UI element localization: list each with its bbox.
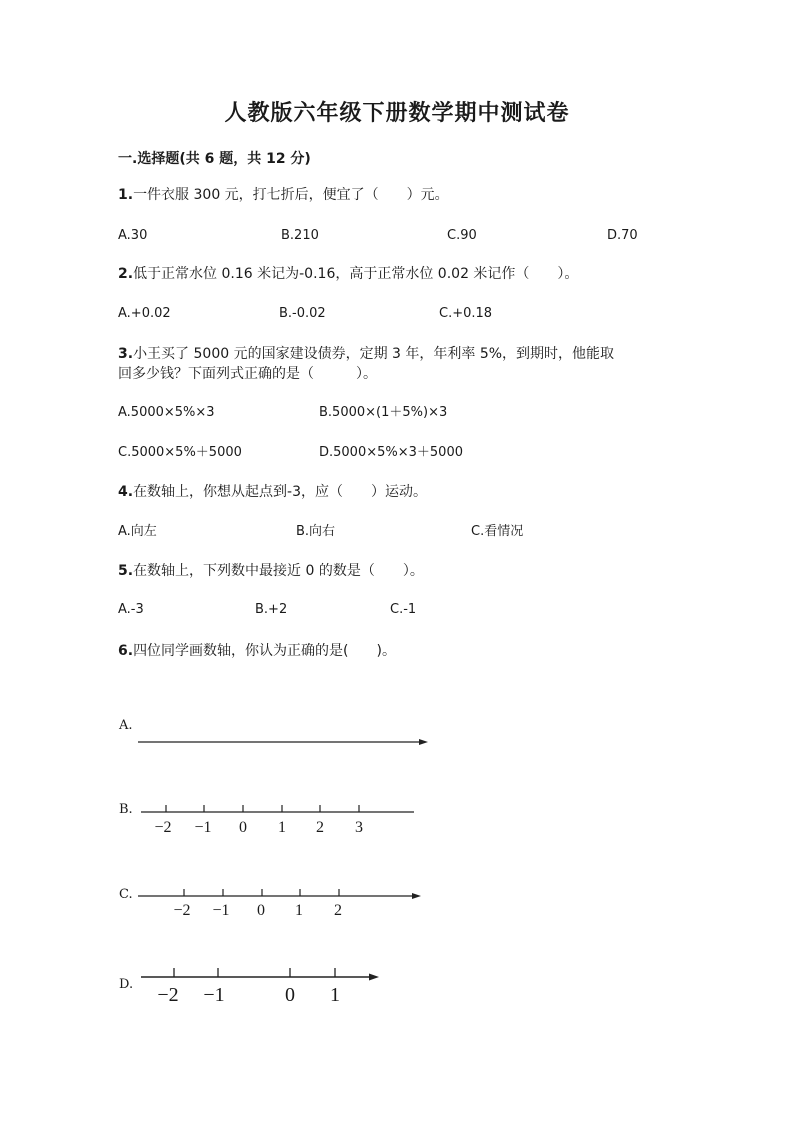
tick-label: 3	[355, 819, 363, 836]
tick-label: 1	[278, 819, 286, 836]
question-number: 3.	[118, 346, 134, 362]
tick-label: 0	[285, 984, 295, 1006]
question-text: 小王买了 5000 元的国家建设债券，定期 3 年，年利率 5%，到期时，他能取	[133, 346, 615, 362]
option-6d-label[interactable]: D.	[119, 977, 134, 992]
question-number: 5.	[118, 563, 134, 579]
tick-label: −2	[173, 902, 191, 919]
question-number: 6.	[118, 643, 134, 659]
section-heading: 一.选择题(共 6 题，共 12 分)	[118, 151, 311, 167]
page-title: 人教版六年级下册数学期中测试卷	[224, 100, 570, 126]
tick-label: 0	[239, 819, 247, 836]
tick-label: −1	[194, 819, 212, 836]
tick-label: −1	[203, 984, 225, 1006]
option-6c-label[interactable]: C.	[119, 887, 133, 902]
question-text: 在数轴上，下列数中最接近 0 的数是（ ）。	[133, 563, 424, 579]
question-number: 2.	[118, 266, 134, 282]
option-2b[interactable]: B.-0.02	[279, 306, 326, 321]
option-3a[interactable]: A.5000×5%×3	[118, 405, 215, 420]
tick-label: 2	[316, 819, 324, 836]
tick-label: −2	[154, 819, 172, 836]
option-3c[interactable]: C.5000×5%＋5000	[118, 445, 242, 460]
option-1b[interactable]: B.210	[281, 228, 319, 243]
option-5a[interactable]: A.-3	[118, 602, 144, 617]
option-1c[interactable]: C.90	[447, 228, 477, 243]
question-text: 低于正常水位 0.16 米记为-0.16，高于正常水位 0.02 米记作（ ）。	[133, 266, 579, 282]
option-4b[interactable]: B.向右	[296, 524, 336, 539]
option-4a[interactable]: A.向左	[118, 524, 157, 539]
option-5c[interactable]: C.-1	[390, 602, 417, 617]
tick-label: 2	[334, 902, 342, 919]
option-2c[interactable]: C.+0.18	[439, 306, 493, 321]
option-5b[interactable]: B.+2	[255, 602, 288, 617]
option-4c[interactable]: C.看情况	[471, 524, 524, 539]
tick-label: 0	[257, 902, 265, 919]
option-1a[interactable]: A.30	[118, 228, 148, 243]
option-2a[interactable]: A.+0.02	[118, 306, 171, 321]
option-1d[interactable]: D.70	[607, 228, 638, 243]
option-3b[interactable]: B.5000×(1＋5%)×3	[319, 405, 448, 420]
tick-label: −1	[212, 902, 230, 919]
question-text: 一件衣服 300 元，打七折后，便宜了（ ）元。	[133, 187, 449, 203]
option-6a-label[interactable]: A.	[119, 718, 133, 733]
question-text: 回多少钱？下面列式正确的是（ ）。	[118, 366, 377, 382]
question-text: 四位同学画数轴，你认为正确的是( )。	[133, 643, 396, 659]
option-3d[interactable]: D.5000×5%×3＋5000	[319, 445, 463, 460]
tick-label: 1	[295, 902, 303, 919]
tick-label: 1	[330, 984, 340, 1006]
question-number: 1.	[118, 187, 134, 203]
question-text: 在数轴上，你想从起点到-3，应（ ）运动。	[133, 484, 428, 500]
option-6b-label[interactable]: B.	[119, 802, 133, 817]
question-number: 4.	[118, 484, 134, 500]
tick-label: −2	[157, 984, 179, 1006]
